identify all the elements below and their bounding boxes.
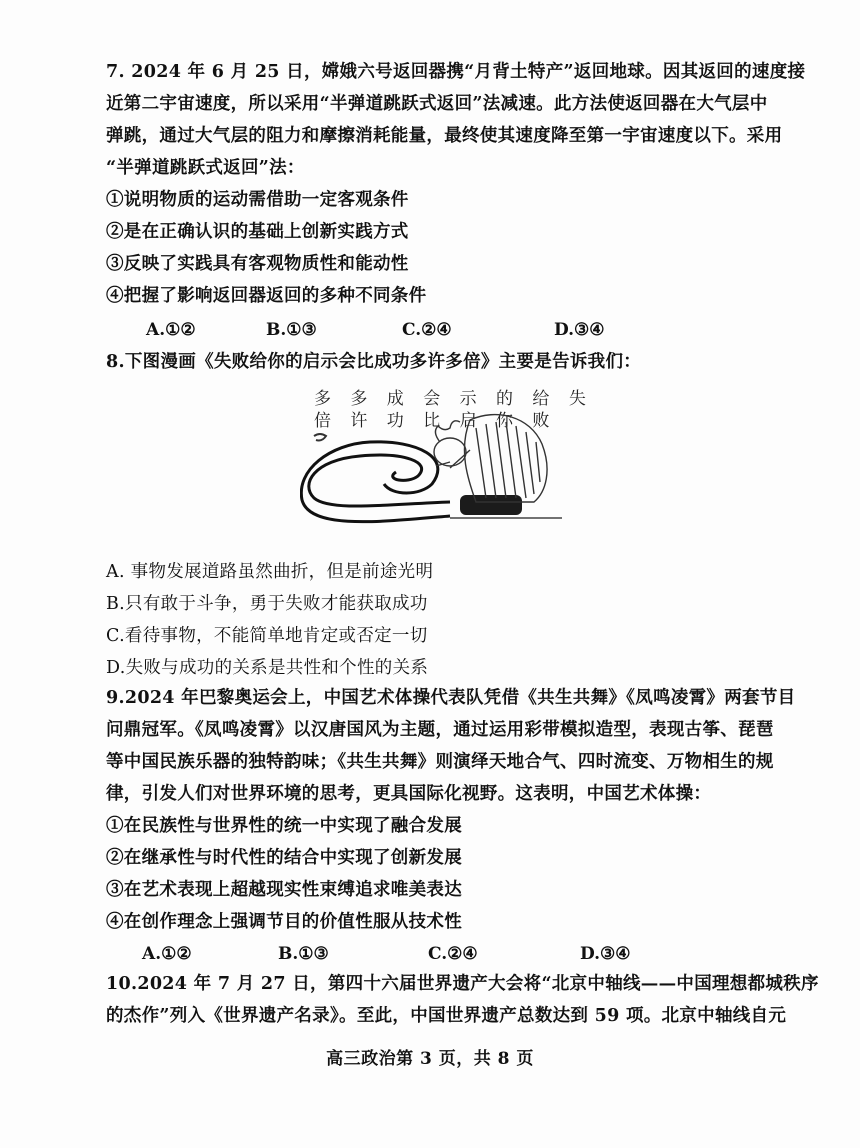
q9-stem-line-3: 等中国民族乐器的独特韵味；《共生共舞》则演绎天地合气、四时流变、万物相生的规	[106, 752, 774, 772]
q9-option-c: C.②④	[428, 944, 478, 964]
q10-stem-line-2: 的杰作”列入《世界遗产名录》。至此，中国世界遗产总数达到 59 项。北京中轴线自元	[106, 1006, 787, 1026]
q9-stem-line-1: 9.2024 年巴黎奥运会上，中国艺术体操代表队凭借《共生共舞》《凤鸣凌霄》两套节目	[106, 688, 796, 708]
q8-choice-a: A. 事物发展道路虽然曲折，但是前途光明	[106, 562, 434, 582]
q9-item-4: ④在创作理念上强调节目的价值性服从技术性	[106, 912, 462, 932]
q9-option-d: D.③④	[580, 944, 631, 964]
q8-choice-b: B.只有敢于斗争，勇于失败才能获取成功	[106, 594, 428, 614]
q9-item-2: ②在继承性与时代性的结合中实现了创新发展	[106, 848, 462, 868]
q7-stem-line-1: 7. 2024 年 6 月 25 日，嫦娥六号返回器携“月背土特产”返回地球。因其返回的速度接	[106, 62, 806, 82]
q7-item-4: ④把握了影响返回器返回的多种不同条件	[106, 286, 427, 306]
q7-options	[120, 318, 640, 342]
q8-stem: 8.下图漫画《失败给你的启示会比成功多许多倍》主要是告诉我们：	[106, 352, 642, 372]
q9-stem-line-2: 问鼎冠军。《凤鸣凌霄》以汉唐国风为主题，通过运用彩带模拟造型，表现古筝、琵琶	[106, 720, 774, 740]
q7-option-b: B.①③	[266, 320, 317, 340]
q7-stem-line-2: 近第二宇宙速度，所以采用“半弹道跳跃式返回”法减速。此方法使返回器在大气层中	[106, 94, 768, 114]
cartoon-caption-row-1: 多 多 成 会 示 的 给 失	[314, 389, 593, 409]
q9-item-1: ①在民族性与世界性的统一中实现了融合发展	[106, 816, 462, 836]
page-footer: 高三政治第 3 页，共 8 页	[326, 1049, 534, 1069]
cartoon-drawing	[300, 380, 568, 540]
cartoon-caption-row-2: 倍 许 功 比 启 你 败	[314, 411, 557, 431]
q9-option-b: B.①③	[278, 944, 329, 964]
q8-choice-c: C.看待事物，不能简单地肯定或否定一切	[106, 626, 428, 646]
q7-item-2: ②是在正确认识的基础上创新实践方式	[106, 222, 409, 242]
q7-option-c: C.②④	[402, 320, 452, 340]
q7-stem-line-3: 弹跳，通过大气层的阻力和摩擦消耗能量，最终使其速度降至第一宇宙速度以下。采用	[106, 126, 783, 146]
q8-choice-d: D.失败与成功的关系是共性和个性的关系	[106, 658, 429, 678]
q9-item-3: ③在艺术表现上超越现实性束缚追求唯美表达	[106, 880, 462, 900]
q7-item-3: ③反映了实践具有客观物质性和能动性	[106, 254, 409, 274]
q9-options	[120, 942, 640, 966]
q10-stem-line-1: 10.2024 年 7 月 27 日，第四十六届世界遗产大会将“北京中轴线——中国理想都城秩序	[106, 974, 819, 994]
q7-stem-line-4: “半弹道跳跃式返回”法：	[106, 158, 305, 178]
cartoon-illustration	[300, 380, 593, 540]
q9-stem-line-4: 律，引发人们对世界环境的思考，更具国际化视野。这表明，中国艺术体操：	[106, 784, 712, 804]
q7-item-1: ①说明物质的运动需借助一定客观条件	[106, 190, 409, 210]
q7-option-a: A.①②	[146, 320, 196, 340]
q7-option-d: D.③④	[554, 320, 605, 340]
q9-option-a: A.①②	[142, 944, 192, 964]
